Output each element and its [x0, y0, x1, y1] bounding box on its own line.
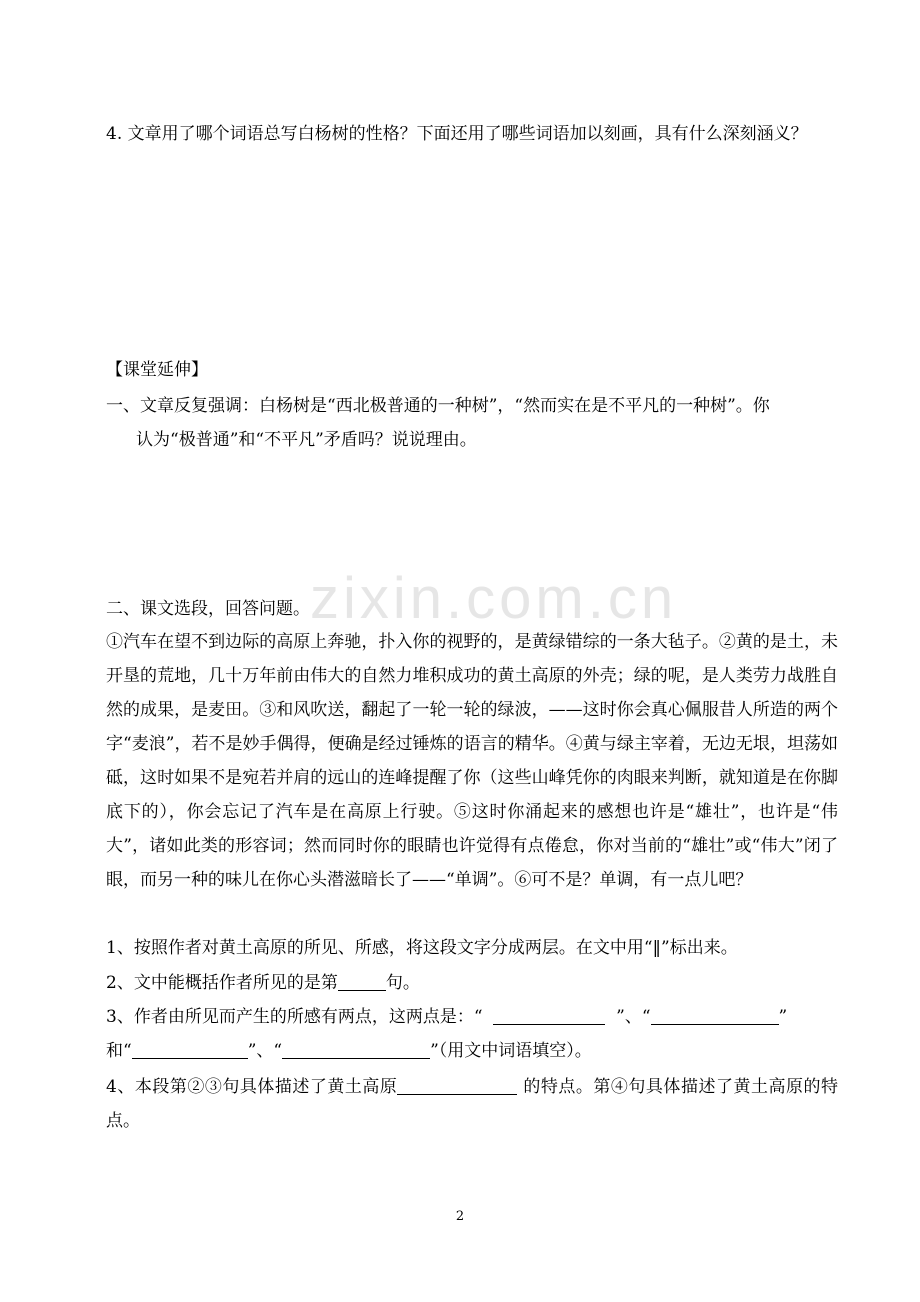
reading-passage: ①汽车在望不到边际的高原上奔驰，扑入你的视野的，是黄绿错综的一条大毡子。②黄的是土，未开垦的荒地，几十万年前由伟大的自然力堆积成功的黄土高原的外壳；绿的呢，是人类劳力战胜自然的成果，是麦田。③和风吹送，翻起了一轮一轮的绿波，——这时你会真心佩服昔人所造的两个字“麦浪”，若不是妙手偶得，便确是经过锤炼的语言的精华。④黄与绿主宰着，无边无垠，坦荡如砥，这时如果不是宛若并肩的远山的连峰提醒了你（这些山峰凭你的肉眼来判断，就知道是在你脚底下的），你会忘记了汽车是在高原上行驶。⑤这时你涌起来的感想也许是“雄壮”，也许是“伟大”，诸如此类的形容词；然而同时你的眼睛也许觉得有点倦怠，你对当前的“雄壮”或“伟大”闭了眼，而另一种的味儿在你心头潜滋暗长了——“单调”。⑥可不是？单调，有一点儿吧？	[106, 632, 838, 890]
part-2-heading: 二、课文选段，回答问题。	[106, 599, 310, 619]
question-2-4	[106, 1070, 838, 1138]
q4-text-a: 4、本段第②③句具体描述了黄土高原	[106, 1077, 398, 1097]
question-2-2	[106, 966, 838, 1000]
answer-blank[interactable]	[132, 1040, 248, 1059]
question-2-1: 1、按照作者对黄土高原的所见、所感，将这段文字分成两层。在文中用“‖”标出来。	[106, 938, 738, 958]
q3-line-2: 和“ ”、“ ”（用文中词语填空）。	[106, 1041, 592, 1061]
page-number: 2	[455, 1209, 465, 1224]
part-1-line-2: 认为“极普通”和“不平凡”矛盾吗？说说理由。	[136, 430, 477, 450]
part-1-question	[106, 389, 838, 457]
part-1-line-1: 一、文章反复强调：白杨树是“西北极普通的一种树”，“然而实在是不平凡的一种树”。你	[106, 396, 770, 416]
answer-blank[interactable]	[493, 1006, 605, 1025]
question-2-3	[106, 1000, 838, 1068]
watermark: zixin.com.cn	[310, 566, 678, 631]
answer-blank[interactable]	[282, 1040, 430, 1059]
q2-text-a: 2、文中能概括作者所见的是第	[106, 973, 338, 993]
answer-blank[interactable]	[338, 972, 386, 991]
question-4: 4. 文章用了哪个词语总写白杨树的性格？下面还用了哪些词语加以刻画，具有什么深刻涵义？	[106, 124, 808, 144]
q3-line-1: 3、作者由所见而产生的所感有两点，这两点是：“ ”、“ ”	[106, 1007, 788, 1027]
q2-text-b: 句。	[385, 973, 420, 993]
q4-text-b: 的特点。第④句具体描述了黄土高原的特点。	[106, 1077, 839, 1131]
answer-blank[interactable]	[651, 1006, 779, 1025]
answer-blank[interactable]	[397, 1076, 517, 1095]
section-title: 【课堂延伸】	[106, 360, 208, 380]
